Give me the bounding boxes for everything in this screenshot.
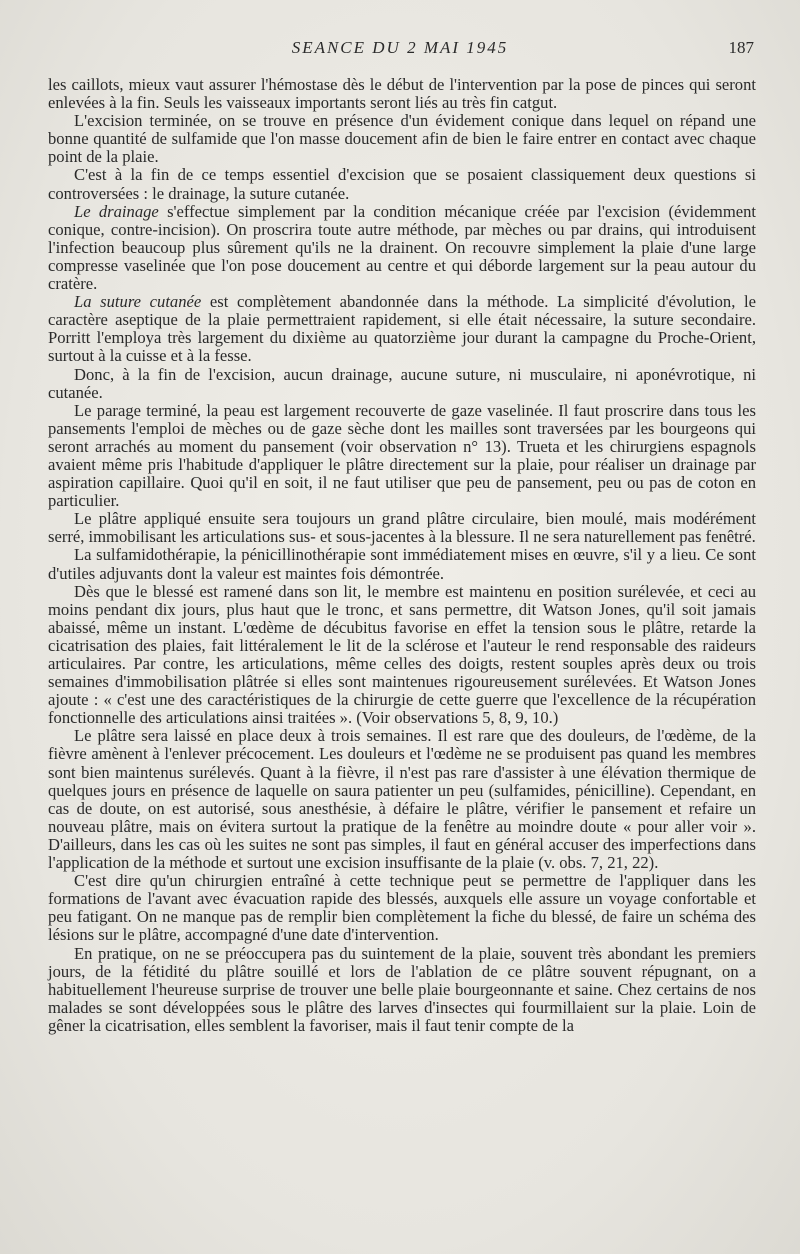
paragraph-lead: Le drainage bbox=[74, 201, 159, 221]
paragraph bbox=[48, 583, 756, 728]
paragraph-text: Dès que le blessé est ramené dans son lit, le membre est maintenu en position surélevée, et ceci au moins pendant dix jours, plus haut que le tronc, et sans permettre, dit Watson Jones, qu'il soit jamais abaissé, même un instant. L'œdème de décubitus favorise en effet la tension sous le plâtre, retarde la cicatrisation des plaies, fait littéralement le lit de la sclérose et l'auteur le rend responsable des raideurs articulaires. Par contre, les articulations, même celles des doigts, restent souples après deux ou trois semaines d'immobilisation plâtrée si elles sont maintenues rigoureusement surélevées. Et Watson Jones ajoute : « c'est une des caractéristiques de la chirurgie de cette guerre que l'excellence de la récupération fonctionnelle des articulations ainsi traitées ». (Voir observations 5, 8, 9, 10.) bbox=[48, 581, 756, 728]
body-text bbox=[48, 76, 756, 1035]
running-title: SEANCE DU 2 MAI 1945 bbox=[291, 38, 509, 57]
paragraph-text: C'est à la fin de ce temps essentiel d'excision que se posaient classiquement deux questions si controversées : le drainage, la suture cutanée. bbox=[48, 165, 756, 203]
page-header bbox=[0, 38, 800, 62]
paragraph bbox=[48, 366, 756, 402]
paragraph bbox=[48, 546, 756, 582]
paragraph bbox=[48, 203, 756, 293]
paragraph-text: En pratique, on ne se préoccupera pas du suintement de la plaie, souvent très abondant les premiers jours, de la fétidité du plâtre souillé et lors de l'ablation de ce plâtre souvent répugnant, on a habituellement l'heureuse surprise de trouver une belle plaie bourgeonnante et saine. Chez certains de nos malades se sont développées sous le plâtre des larves d'insectes qui fourmillaient sur la plaie. Loin de gêner la cicatrisation, elles semblent la favoriser, mais il faut tenir compte de la bbox=[48, 943, 756, 1035]
paragraph bbox=[48, 727, 756, 872]
paragraph-text: est complètement abandonnée dans la méthode. La simplicité d'évolution, le caractère aseptique de la plaie permettraient rapidement, si elle était nécessaire, la suture secondaire. Porritt l'employa très largement du dixième au quatorzième jour durant la campagne du Proche-Orient, surtout à la cuisse et à la fesse. bbox=[48, 292, 756, 366]
page-number: 187 bbox=[728, 38, 754, 57]
paragraph bbox=[48, 510, 756, 546]
paragraph-lead: La suture cutanée bbox=[74, 292, 202, 312]
paragraph-text: Le plâtre appliqué ensuite sera toujours un grand plâtre circulaire, bien moulé, mais modérément serré, immobilisant les articulations sus- et sous-jacentes à la blessure. Il ne sera naturellement pas fenêtré. bbox=[48, 509, 756, 547]
paragraph-text: L'excision terminée, on se trouve en présence d'un évidement conique dans lequel on répand une bonne quantité de sulfamide que l'on masse doucement afin de bien le faire entrer en contact avec chaque point de la plaie. bbox=[48, 111, 756, 167]
paragraph bbox=[48, 402, 756, 511]
paragraph-text: Donc, à la fin de l'excision, aucun drainage, aucune suture, ni musculaire, ni aponévrotique, ni cutanée. bbox=[48, 364, 756, 402]
paragraph bbox=[48, 76, 756, 112]
paragraph-text: s'effectue simplement par la condition mécanique créée par l'excision (évidemment conique, contre-incision). On proscrira toute autre méthode, par mèches ou par drains, qui introduisent l'infection beaucoup plus sûrement qu'ils ne la drainent. On recouvre simplement la plaie d'une large compresse vaselinée que l'on pose doucement au centre et qui déborde largement sur la peau autour du cratère. bbox=[48, 201, 756, 294]
paragraph bbox=[48, 166, 756, 202]
paragraph-text: C'est dire qu'un chirurgien entraîné à cette technique peut se permettre de l'appliquer dans les formations de l'avant avec évacuation rapide des blessés, auxquels elle assure un voyage confortable et peu fatigant. On ne manque pas de remplir bien complètement la fiche du blessé, de faire un schéma des lésions sur le plâtre, accompagné d'une date d'intervention. bbox=[48, 871, 756, 945]
paragraph bbox=[48, 112, 756, 166]
paragraph bbox=[48, 872, 756, 944]
paragraph-text: les caillots, mieux vaut assurer l'hémostase dès le début de l'intervention par la pose de pinces qui seront enlevées à la fin. Seuls les vaisseaux importants seront liés au très fin catgut. bbox=[48, 75, 756, 113]
paragraph-text: La sulfamidothérapie, la pénicillinothérapie sont immédiatement mises en œuvre, s'il y a lieu. Ce sont d'utiles adjuvants dont la valeur est maintes fois démontrée. bbox=[48, 545, 756, 583]
paragraph bbox=[48, 293, 756, 365]
paragraph-text: Le plâtre sera laissé en place deux à trois semaines. Il est rare que des douleurs, de l'œdème, de la fièvre amènent à l'enlever précocement. Les douleurs et l'œdème ne se produisent pas quand les membres sont bien maintenus surélevés. Quant à la fièvre, il n'est pas rare d'assister à une élévation thermique de quelques jours en présence de laquelle on saura patienter un peu (sulfamides, pénicilline). Cependant, en cas de doute, on est autorisé, sous anesthésie, à défaire le plâtre, vérifier le pansement et refaire un nouveau plâtre, mais on évitera surtout la pratique de la fenêtre au moindre doute « pour aller voir ». D'ailleurs, dans les cas où les suites ne sont pas simples, il faut en général accuser des imperfections dans l'application de la méthode et surtout une excision insuffisante de la plaie (v. obs. 7, 21, 22). bbox=[48, 726, 756, 873]
paragraph-text: Le parage terminé, la peau est largement recouverte de gaze vaselinée. Il faut proscrire dans tous les pansements l'emploi de mèches ou de gaze sèche dont les mailles sont traversées par les bourgeons qui seront arrachés au moment du pansement (voir observation n° 13). Trueta et les chirurgiens espagnols avaient même pris l'habitude d'appliquer le plâtre directement sur la plaie, pour réaliser un drainage par aspiration capillaire. Quoi qu'il en soit, il ne faut utiliser que peu de pansement, peu ou pas de coton en particulier. bbox=[48, 400, 756, 511]
paragraph bbox=[48, 945, 756, 1035]
